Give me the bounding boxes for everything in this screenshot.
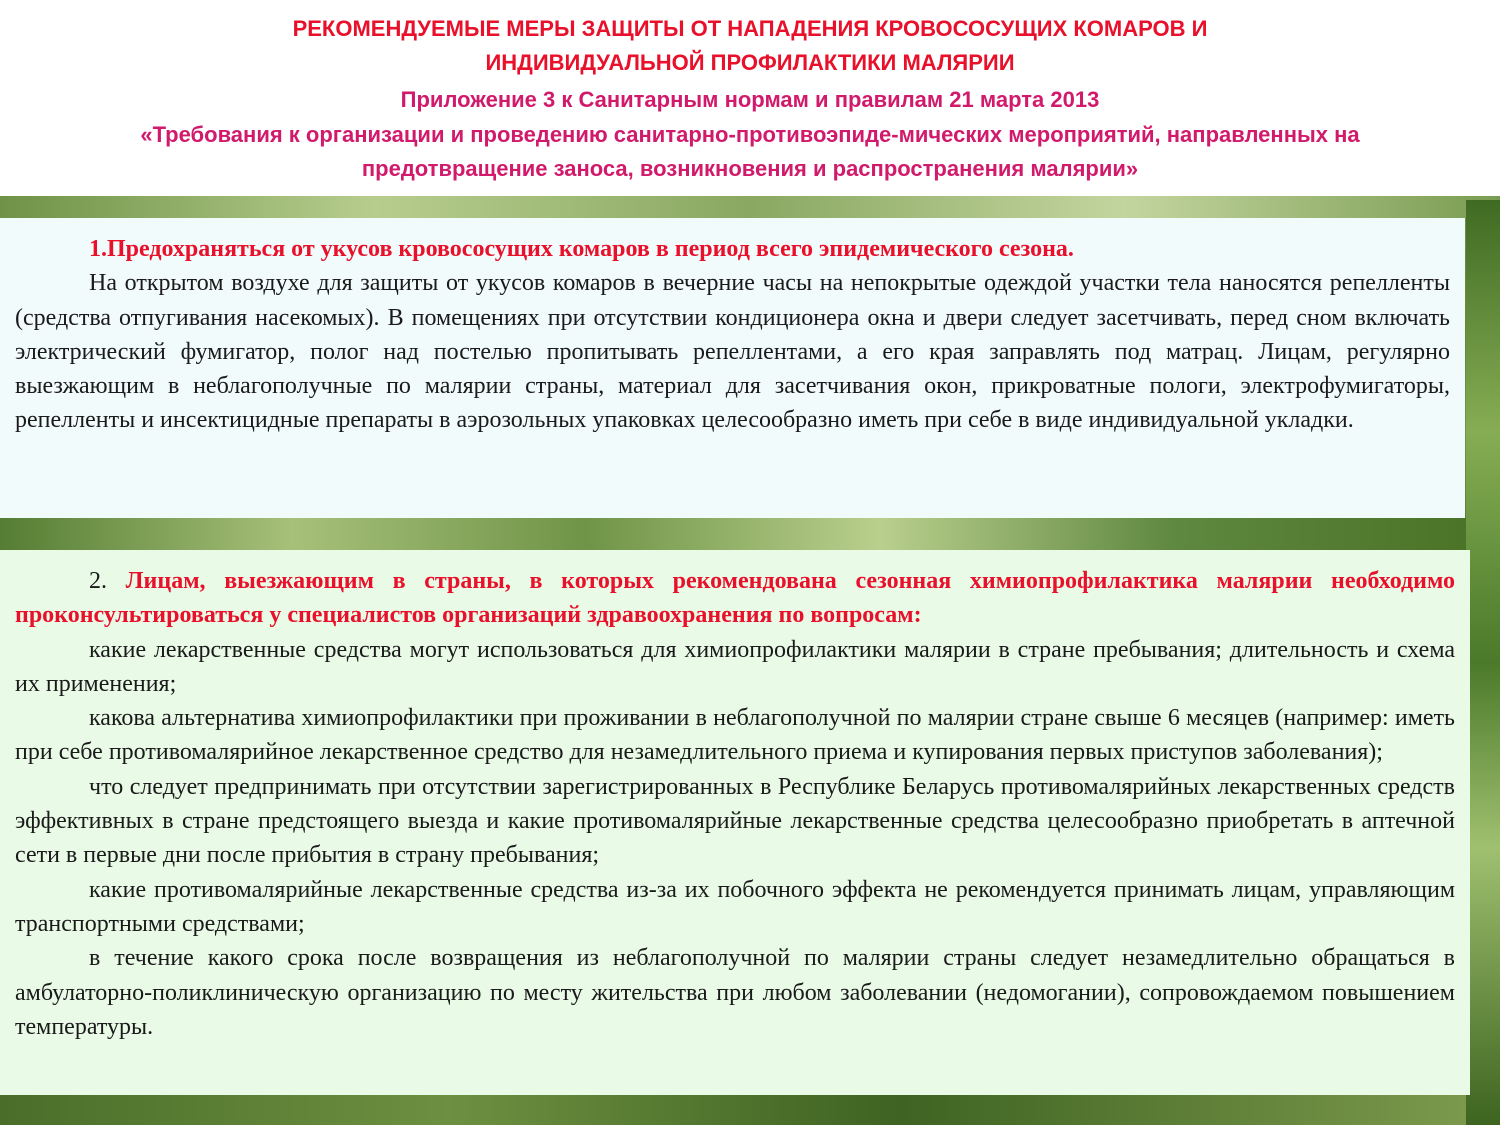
subtitle: Приложение 3 к Санитарным нормам и правилам 21 марта 2013 (400, 87, 1100, 112)
list-item: какие лекарственные средства могут использоваться для химиопрофилактики малярии в стране пребывания; длительность и схема их применения; (15, 636, 1455, 697)
section-1-body: На открытом воздухе для защиты от укусов комаров в вечерние часы на непокрытые одеждой участки тела наносятся репелленты (средства отпугивания насекомых). В помещениях при отсутствии кондиционера окна и двери следует засетчивать, перед сном включать электрический фумигатор, полог над постелью пропитывать репеллентами, а его края заправлять под матрац. Лицам, регулярно выезжающим в неблагополучные по малярии страны, материал для засетчивания окон, прикроватные пологи, электрофумигаторы, репелленты и инсектицидные препараты в аэрозольных упаковках целесообразно иметь при себе в виде индивидуальной укладки. (15, 270, 1450, 434)
section-2-intro (15, 564, 1455, 633)
section-2-number: 2. (89, 568, 126, 594)
title-line-2: ИНДИВИДУАЛЬНОЙ ПРОФИЛАКТИКИ МАЛЯРИИ (485, 50, 1015, 75)
document-title-line-1: «Требования к организации и проведению санитарно-противоэпиде-мических мероприятий, направленных на (140, 122, 1360, 147)
list-item: какие противомалярийные лекарственные средства из-за их побочного эффекта не рекомендуется принимать лицам, управляющим транспортными средствами; (15, 876, 1455, 937)
list-item: в течение какого срока после возвращения из неблагополучной по малярии страны следует незамедлительно обращаться в амбулаторно-поликлиническую организацию по месту жительства при любом заболевании (недомогании), сопровождаемом повышением температуры. (15, 945, 1455, 1040)
document-title-line-2: предотвращение заноса, возникновения и распространения малярии» (361, 156, 1139, 181)
section-2-heading: Лицам, выезжающим в страны, в которых рекомендована сезонная химиопрофилактика малярии необходимо проконсультироваться у специалистов организаций здравоохранения по вопросам: (15, 568, 1455, 629)
section-1-panel (0, 218, 1465, 518)
section-2-panel (0, 550, 1470, 1095)
background-foliage-top (0, 196, 1500, 218)
slide-header (0, 0, 1500, 196)
list-item: какова альтернатива химиопрофилактики при проживании в неблагополучной по малярии стране свыше 6 месяцев (например: иметь при себе противомалярийное лекарственное средство для незамедлительного приема и купирования первых приступов заболевания); (15, 705, 1455, 766)
title-line-1: РЕКОМЕНДУЕМЫЕ МЕРЫ ЗАЩИТЫ ОТ НАПАДЕНИЯ КРОВОСОСУЩИХ КОМАРОВ И (292, 16, 1208, 41)
background-foliage-middle (0, 518, 1466, 550)
background-foliage-right (1466, 200, 1500, 1125)
background-foliage-bottom (0, 1095, 1500, 1125)
list-item: что следует предпринимать при отсутствии зарегистрированных в Республике Беларусь противомалярийных лекарственных средств эффективных в стране предстоящего выезда и какие противомалярийные лекарственные средства целесообразно приобретать в аптечной сети в первые дни после прибытия в страну пребывания; (15, 773, 1455, 869)
section-1-heading: 1.Предохраняться от укусов кровососущих комаров в период всего эпидемического сезона. (89, 236, 1074, 262)
